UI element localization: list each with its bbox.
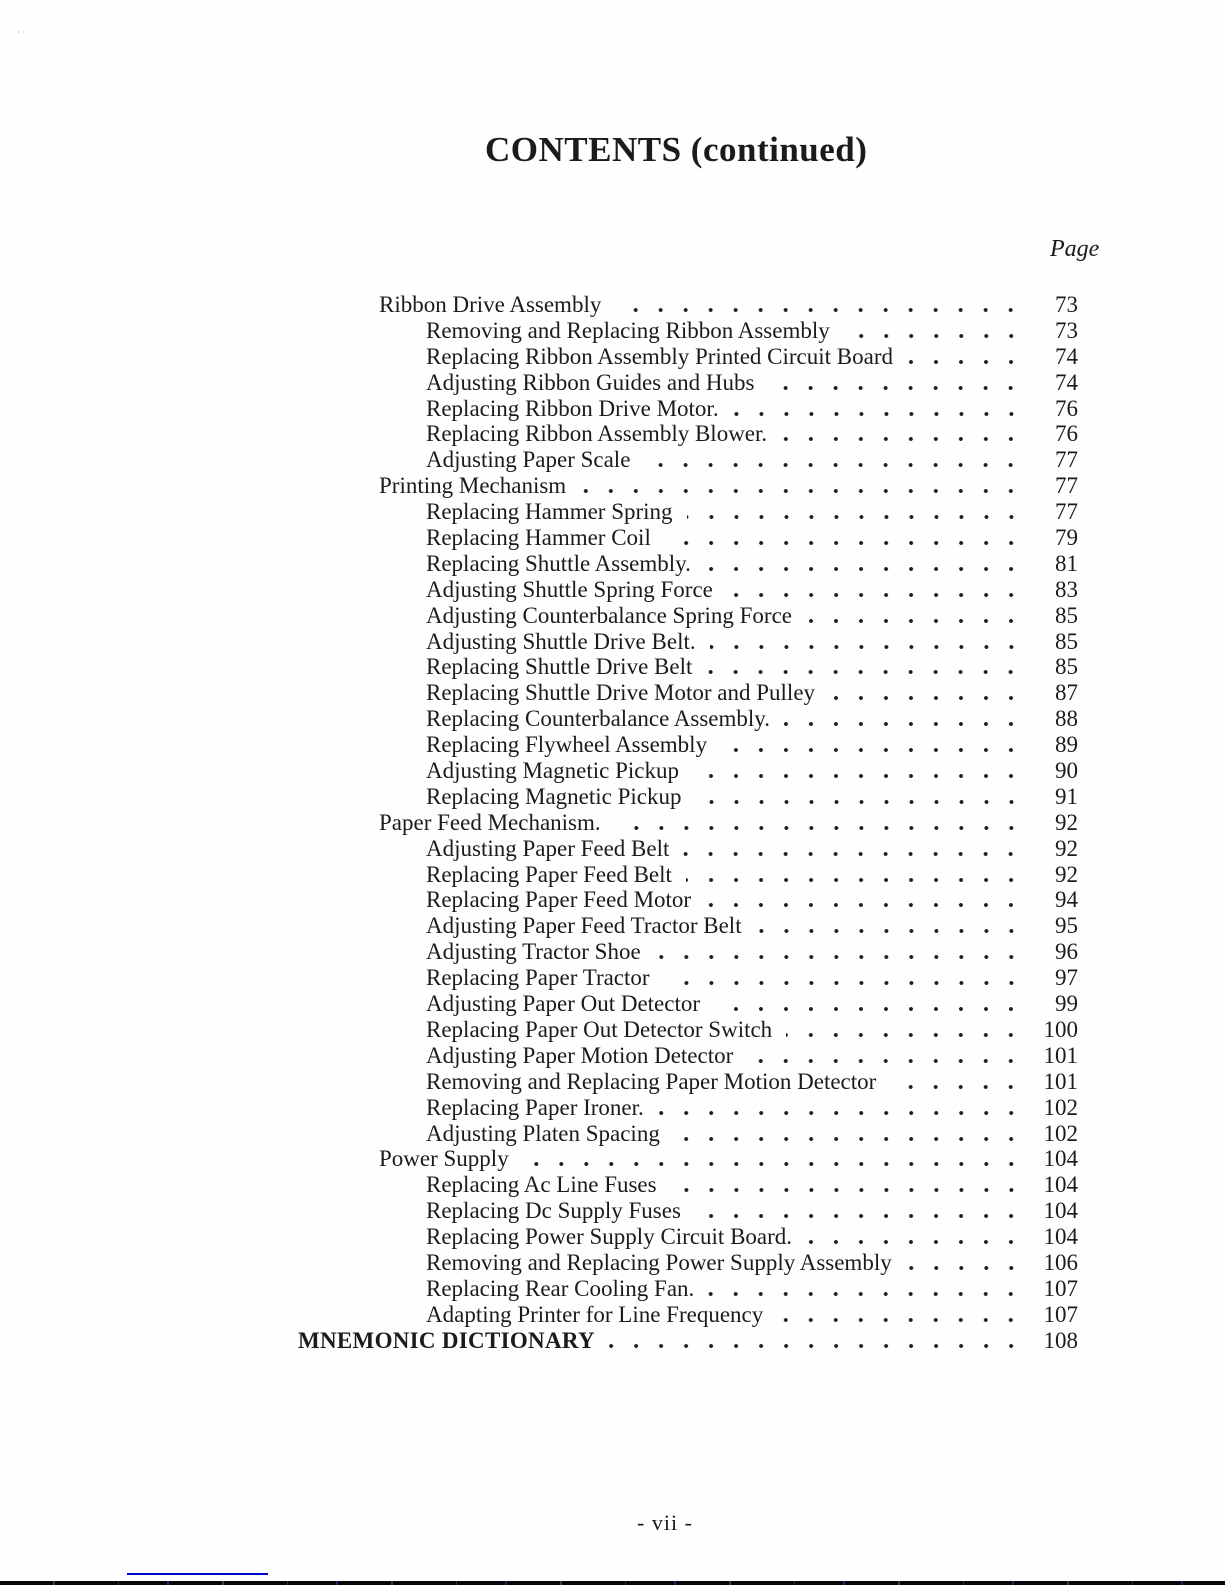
toc-entry-page: 102 [1043,1120,1078,1146]
dot-leader [806,618,1024,623]
table-of-contents [298,292,1078,1354]
toc-row [298,732,1078,758]
toc-row [298,603,1078,629]
toc-entry-page: 91 [1055,783,1078,809]
toc-row [298,1146,1078,1172]
toc-entry-page: 77 [1055,473,1078,499]
toc-entry-label: Adjusting Shuttle Drive Belt. [426,628,696,654]
toc-entry-label: Replacing Hammer Spring [426,499,673,525]
toc-entry-page: 106 [1043,1249,1078,1275]
toc-entry-page: 77 [1055,447,1078,473]
dot-leader [708,1291,1024,1296]
toc-row [298,810,1078,836]
scan-edge-strip [0,1581,1225,1585]
dot-leader [615,825,1024,830]
toc-entry-page: 89 [1055,732,1078,758]
toc-entry-page: 87 [1055,680,1078,706]
dot-leader [696,799,1025,804]
dot-leader [714,1006,1024,1011]
toc-row [298,1302,1078,1328]
dot-leader [665,540,1024,545]
toc-entry-page: 83 [1055,576,1078,602]
page-title: CONTENTS (continued) [485,130,868,169]
dot-leader [615,307,1024,312]
toc-entry-label: Replacing Paper Feed Motor [426,887,692,913]
toc-entry-label: Replacing Hammer Coil [426,525,651,551]
toc-entry-label: Replacing Shuttle Assembly. [426,550,691,576]
toc-row [298,1172,1078,1198]
toc-entry-label: Adjusting Shuttle Spring Force [426,576,713,602]
dot-leader [806,1239,1024,1244]
toc-entry-label: Adjusting Paper Scale [426,447,631,473]
toc-entry-page: 94 [1055,887,1078,913]
toc-row [298,318,1078,344]
dot-leader [674,1136,1024,1141]
toc-entry-page: 85 [1055,628,1078,654]
toc-entry-page: 108 [1043,1327,1078,1353]
toc-row [298,344,1078,370]
toc-entry-label: Removing and Replacing Paper Motion Detector [426,1068,877,1094]
toc-row [298,473,1078,499]
toc-entry-label: Adjusting Paper Feed Tractor Belt [426,913,742,939]
toc-entry-page: 73 [1055,317,1078,343]
toc-entry-page: 92 [1055,809,1078,835]
dot-leader [687,514,1024,519]
toc-entry-page: 97 [1055,965,1078,991]
toc-entry-label: Replacing Ribbon Assembly Blower. [426,421,768,447]
toc-entry-label: Adapting Printer for Line Frequency [426,1301,764,1327]
toc-row [298,706,1078,732]
toc-entry-page: 99 [1055,991,1078,1017]
toc-row [298,1095,1078,1121]
toc-row [298,758,1078,784]
dot-leader [829,695,1024,700]
toc-entry-label: Replacing Ac Line Fuses [426,1172,657,1198]
scan-noise: ·· ·· · [4,28,36,37]
toc-row [298,629,1078,655]
dot-leader [721,747,1024,752]
toc-entry-page: 88 [1055,706,1078,732]
toc-entry-label: Adjusting Paper Motion Detector [426,1042,734,1068]
dot-leader [844,333,1024,338]
toc-entry-label: Removing and Replacing Power Supply Assembly [426,1249,892,1275]
toc-entry-page: 90 [1055,758,1078,784]
dot-leader [686,877,1024,882]
dot-leader [890,1084,1024,1089]
toc-row [298,913,1078,939]
toc-row [298,292,1078,318]
toc-entry-label: MNEMONIC DICTIONARY [298,1327,595,1353]
toc-entry-page: 74 [1055,343,1078,369]
toc-entry-label: Adjusting Ribbon Guides and Hubs [426,369,755,395]
dot-leader [644,462,1024,467]
toc-row [298,1328,1078,1354]
toc-entry-page: 92 [1055,835,1078,861]
toc-row [298,654,1078,680]
toc-entry-label: Power Supply [379,1146,509,1172]
toc-entry-page: 92 [1055,861,1078,887]
dot-leader [683,851,1024,856]
toc-entry-page: 74 [1055,369,1078,395]
toc-row [298,396,1078,422]
toc-entry-label: Removing and Replacing Ribbon Assembly [426,317,830,343]
dot-leader [727,592,1024,597]
toc-row [298,1198,1078,1224]
toc-row [298,1276,1078,1302]
toc-entry-page: 101 [1043,1042,1078,1068]
toc-entry-label: Replacing Magnetic Pickup [426,783,682,809]
toc-row [298,1250,1078,1276]
toc-entry-page: 104 [1043,1146,1078,1172]
toc-row [298,1017,1078,1043]
toc-row [298,370,1078,396]
toc-entry-page: 100 [1043,1016,1078,1042]
dot-leader [784,721,1024,726]
dot-leader [693,773,1024,778]
toc-entry-label: Adjusting Platen Spacing [426,1120,660,1146]
toc-entry-page: 102 [1043,1094,1078,1120]
toc-row [298,577,1078,603]
dot-leader [658,1110,1024,1115]
toc-entry-label: Paper Feed Mechanism. [379,809,601,835]
toc-entry-label: Adjusting Counterbalance Spring Force [426,602,793,628]
toc-entry-label: Adjusting Tractor Shoe [426,939,641,965]
toc-entry-page: 76 [1055,421,1078,447]
toc-row [298,836,1078,862]
toc-row [298,551,1078,577]
toc-entry-page: 107 [1043,1301,1078,1327]
toc-entry-label: Adjusting Magnetic Pickup [426,758,679,784]
dot-leader [705,902,1024,907]
dot-leader [710,644,1024,649]
page-column-label: Page [1050,236,1100,262]
toc-row [298,965,1078,991]
toc-entry-page: 96 [1055,939,1078,965]
toc-entry-page: 85 [1055,654,1078,680]
dot-leader [705,566,1024,571]
toc-row [298,1224,1078,1250]
toc-entry-page: 101 [1043,1068,1078,1094]
toc-entry-page: 77 [1055,499,1078,525]
dot-leader [768,385,1024,390]
dot-leader [733,411,1024,416]
toc-entry-label: Replacing Paper Tractor [426,965,650,991]
toc-entry-page: 73 [1055,292,1078,317]
dot-leader [655,954,1024,959]
toc-entry-page: 81 [1055,550,1078,576]
toc-row [298,887,1078,913]
toc-row [298,1121,1078,1147]
dot-leader [781,436,1024,441]
toc-entry-label: Replacing Flywheel Assembly [426,732,708,758]
toc-row [298,991,1078,1017]
dot-leader [906,1265,1024,1270]
toc-entry-page: 79 [1055,525,1078,551]
toc-entry-label: Replacing Dc Supply Fuses [426,1198,681,1224]
toc-row [298,421,1078,447]
toc-entry-page: 95 [1055,913,1078,939]
dot-leader [695,1213,1024,1218]
toc-row [298,525,1078,551]
dot-leader [907,359,1024,364]
toc-entry-page: 76 [1055,395,1078,421]
toc-entry-label: Replacing Shuttle Drive Belt [426,654,693,680]
toc-row [298,784,1078,810]
toc-row [298,447,1078,473]
dot-leader [580,488,1024,493]
dot-leader [609,1343,1024,1348]
toc-row [298,680,1078,706]
toc-entry-label: Replacing Ribbon Assembly Printed Circuit Board [426,343,893,369]
toc-entry-page: 85 [1055,602,1078,628]
toc-entry-page: 104 [1043,1172,1078,1198]
dot-leader [777,1317,1024,1322]
toc-entry-label: Replacing Counterbalance Assembly. [426,706,771,732]
toc-entry-label: Printing Mechanism [379,473,567,499]
scan-underline-mark [127,1573,268,1575]
toc-entry-label: Adjusting Paper Out Detector [426,991,701,1017]
toc-entry-page: 107 [1043,1275,1078,1301]
toc-entry-label: Replacing Paper Ironer. [426,1094,644,1120]
toc-entry-page: 104 [1043,1198,1078,1224]
toc-row [298,499,1078,525]
toc-entry-page: 104 [1043,1224,1078,1250]
toc-row [298,862,1078,888]
toc-entry-label: Replacing Paper Out Detector Switch [426,1016,773,1042]
toc-row [298,1069,1078,1095]
toc-entry-label: Replacing Paper Feed Belt [426,861,672,887]
toc-entry-label: Ribbon Drive Assembly [379,292,602,317]
page-number-footer: - vii - [637,1510,693,1535]
dot-leader [523,1161,1024,1166]
dot-leader [706,669,1024,674]
toc-entry-label: Adjusting Paper Feed Belt [426,835,670,861]
dot-leader [747,1058,1024,1063]
toc-entry-label: Replacing Shuttle Drive Motor and Pulley [426,680,816,706]
toc-entry-label: Replacing Rear Cooling Fan. [426,1275,695,1301]
toc-entry-label: Replacing Ribbon Drive Motor. [426,395,719,421]
dot-leader [664,980,1024,985]
toc-row [298,1043,1078,1069]
dot-leader [671,1187,1024,1192]
toc-row [298,939,1078,965]
dot-leader [786,1032,1024,1037]
dot-leader [756,928,1024,933]
toc-entry-label: Replacing Power Supply Circuit Board. [426,1224,793,1250]
